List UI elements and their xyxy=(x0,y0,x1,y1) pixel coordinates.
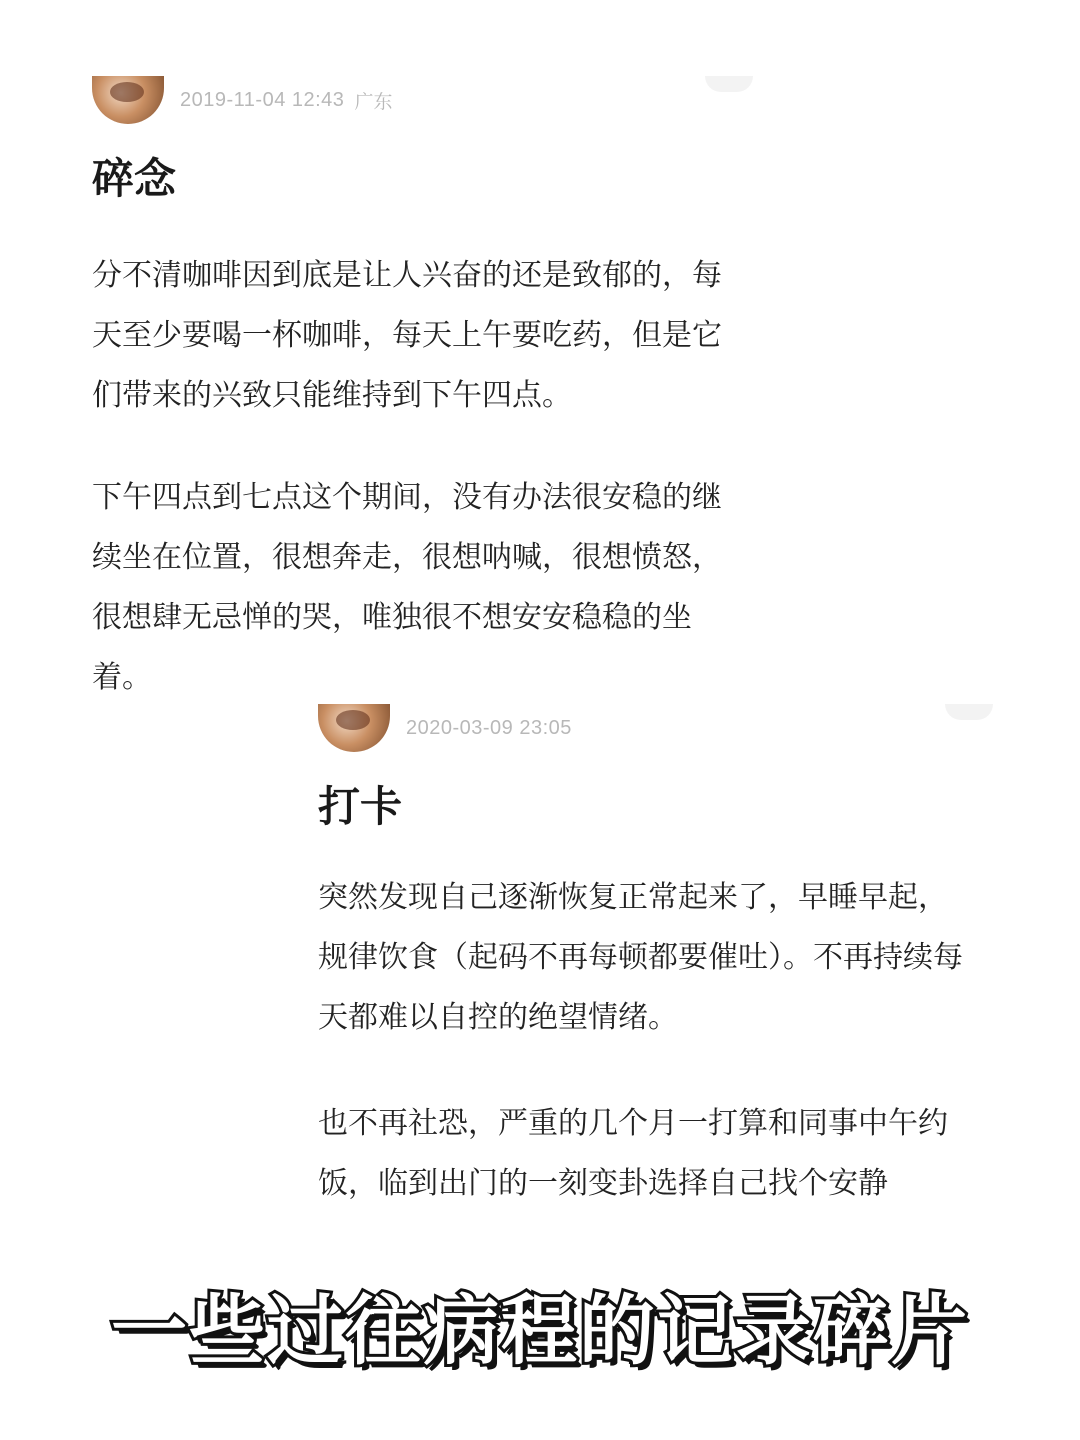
post-paragraph: 突然发现自己逐渐恢复正常起来了，早睡早起，规律饮食（起码不再每顿都要催吐）。不再持续每天都难以自控的绝望情绪。 xyxy=(318,880,963,1035)
post-card-1 xyxy=(0,60,780,705)
avatar[interactable] xyxy=(92,76,164,124)
caption-banner: 一些过往病程的记录碎片 xyxy=(111,1286,969,1375)
more-icon[interactable] xyxy=(945,704,993,720)
post-title: 打卡 xyxy=(318,782,403,831)
post-date: 2020-03-09 23:05 xyxy=(406,716,572,739)
more-icon[interactable] xyxy=(705,76,753,92)
post-meta xyxy=(318,704,572,752)
post-location: 广东 xyxy=(354,90,393,113)
post-paragraph: 下午四点到七点这个期间，没有办法很安稳的继续坐在位置，很想奔走，很想呐喊，很想愤怒，很想肆无忌惮的哭，唯独很不想安安稳稳的坐着。 xyxy=(92,480,722,695)
post-paragraph: 也不再社恐，严重的几个月一打算和同事中午约饭，临到出门的一刻变卦选择自己找个安静 xyxy=(318,1106,948,1201)
post-paragraph: 分不清咖啡因到底是让人兴奋的还是致郁的，每天至少要喝一杯咖啡，每天上午要吃药，但是它们带来的兴致只能维持到下午四点。 xyxy=(92,258,722,413)
post-title: 碎念 xyxy=(92,154,177,203)
post-card-2 xyxy=(240,690,1020,1250)
post-meta xyxy=(92,76,392,124)
post-date: 2019-11-04 12:43 xyxy=(180,88,345,111)
avatar[interactable] xyxy=(318,704,390,752)
